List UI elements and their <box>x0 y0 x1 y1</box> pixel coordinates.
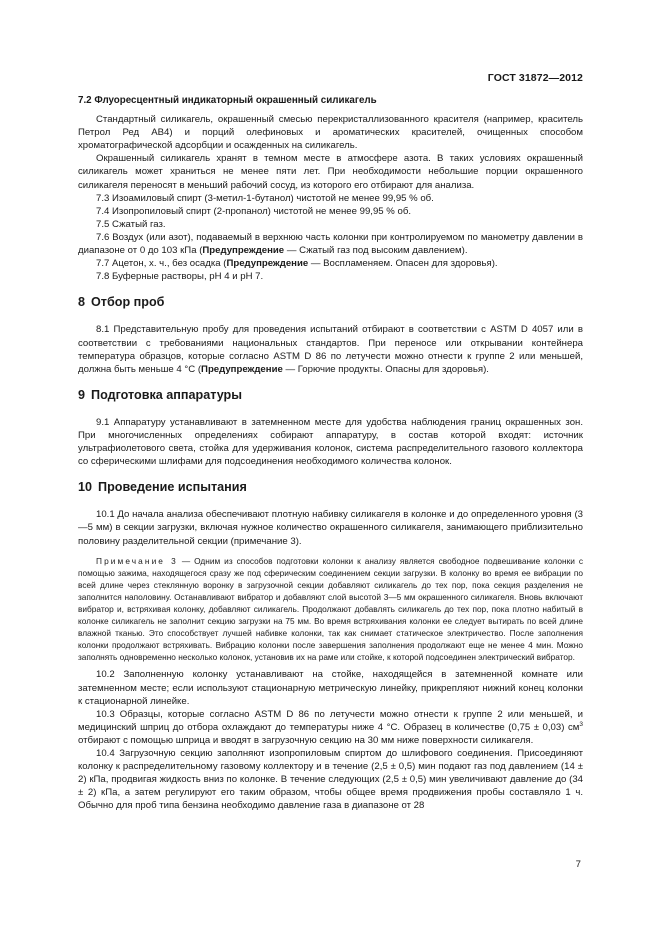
item-9-1: 9.1 Аппаратуру устанавливают в затемненном месте для удобства наблюдения границ окрашенных зон. При многочисленных определениях собирают аппаратуру, в состав которой входят: источник ультрафиолетового света, стойка для удерживания колонок, система распределительного газового коллектора со сферическими шлифами для подсоединения необходимого количества колонок. <box>78 416 583 468</box>
document-header: ГОСТ 31872—2012 <box>487 72 583 84</box>
section-9-heading: 9 Подготовка аппаратуры <box>78 387 242 402</box>
section-7-2-title: 7.2 Флуоресцентный индикаторный окрашенный силикагель <box>78 95 377 106</box>
item-10-3: 10.3 Образцы, которые согласно ASTM D 86 по летучести можно отнести к группе 2 или меньшей, и медицинский шприц до отбора охлаждают до температуры ниже 4 °С. Образец в количестве (0,75 ± 0,03) $см^3$ отбирают с помощью шприца и вводят в загрузочную секцию на 30 мм ниже поверхности силикагеля. <box>78 708 583 746</box>
item-7-4: 7.4 Изопропиловый спирт (2-пропанол) чистотой не менее 99,95 % об. <box>96 205 411 217</box>
page-number: 7 <box>575 859 581 870</box>
paragraph: Стандартный силикагель, окрашенный смесью перекристаллизованного красителя (например, краситель Петрол Ред АВ4) и порций олефиновых и ароматических красителей, очищенных способом хроматографической адсорбции и осажденных на силикагель. <box>78 114 583 152</box>
warning-label: Предупреждение <box>202 245 285 257</box>
item-7-8: 7.8 Буферные растворы, pH 4 и pH 7. <box>96 271 264 283</box>
item-10-2: 10.2 Заполненную колонку устанавливают на стойке, находящейся в затемненной комнате или затемненном месте; если используют стационарную метрическую линейку, прикрепляют нижний конец колонки к стационарной линейке. <box>78 669 583 707</box>
section-8-heading: 8 Отбор проб <box>78 295 165 310</box>
paragraph: Окрашенный силикагель хранят в темном месте в атмосфере азота. В таких условиях окрашенный силикагель может храниться не менее пяти лет. При необходимости небольшие порции окрашенного силикагеля переносят в меньший рабочий сосуд, из которого его отбирают для анализа. <box>78 153 583 191</box>
item-7-5: 7.5 Сжатый газ. <box>96 218 166 230</box>
warning-label: Предупреждение <box>226 258 309 270</box>
item-8-1: 8.1 Представительную пробу для проведения испытаний отбирают в соответствии с ASTM D 4057 или в соответствии с требованиями национальных стандартов. При переносе или открывании контейнера температура образцов, которые согласно ASTM D 86 по летучести можно отнести к группе 2 или меньшей, должна быть меньше 4 °С (Предупреждение — Горючие продукты. Опасны для здоровья). <box>78 324 583 375</box>
note-3: Примечание 3 — Одним из способов подготовки колонки к анализу является свободное подвешивание колонки с помощью зажима, находящегося сразу же под сферическим соединением секции загрузки. В колонку во время ее вибрации по всей длине через стеклянную воронку в загрузочной секции добавляют силикагель до тех пор, пока секция разделения не заполнится наполовину. Останавливают вибратор и добавляют слой высотой 3—5 мм окрашенного силикагеля. Вновь включают вибратор и, встряхивая колонку, добавляют силикагель. Продолжают добавлять силикагель до тех пор, пока плотно набитый в колонке силикагель не заполнит секцию загрузки на 75 мм. Во время встряхивания колонки ее следует вытирать по всей длине влажной тканью. Это способствует лучшей набивке колонки, так как снимает статическое электричество. После заполнения колонки продолжают встряхивать. Вибрацию колонки после завершения заполнения продолжают еще не менее 4 мин. Можно заполнять одновременно несколько колонок, установив их на раме или стойке, к которой подсоединен электрический вибратор. <box>78 555 583 663</box>
section-10-heading: 10 Проведение испытания <box>78 480 247 495</box>
note-label: Примечание 3 <box>96 555 178 566</box>
item-10-1: 10.1 До начала анализа обеспечивают плотную набивку силикагеля в колонке и до определенного уровня (3—5 мм) в секции загрузки, включая нужное количество окрашенного силикагеля, занимающего приблизительно половину разделительной секции (примечание 3). <box>78 509 583 547</box>
item-7-3: 7.3 Изоамиловый спирт (3-метил-1-бутанол) чистотой не менее 99,95 % об. <box>96 192 434 204</box>
item-7-7: 7.7 Ацетон, х. ч., без осадка (Предупреждение — Воспламеняем. Опасен для здоровья). <box>96 258 498 270</box>
item-7-6: 7.6 Воздух (или азот), подаваемый в верхнюю часть колонки при контролируемом по манометру давлении в диапазоне от 0 до 103 кПа (Предупреждение — Сжатый газ под высоким давлением). <box>78 231 583 257</box>
warning-label: Предупреждение <box>201 363 283 375</box>
document-body <box>78 94 583 813</box>
item-10-4: 10.4 Загрузочную секцию заполняют изопропиловым спиртом до шлифового соединения. Присоединяют колонку к распределительному газовому коллектору и в течение (2,5 ± 0,5) мин подают газ под давлением (14 ± 2) кПа, продвигая жидкость вниз по колонке. В течение следующих (2,5 ± 0,5) мин увеличивают давление до (34 ± 2) кПа, а затем регулируют его таким образом, чтобы общее время продвижения пробы составляло 1 ч. Обычно для проб типа бензина необходимо давление газа в диапазоне от 28 <box>78 748 583 812</box>
